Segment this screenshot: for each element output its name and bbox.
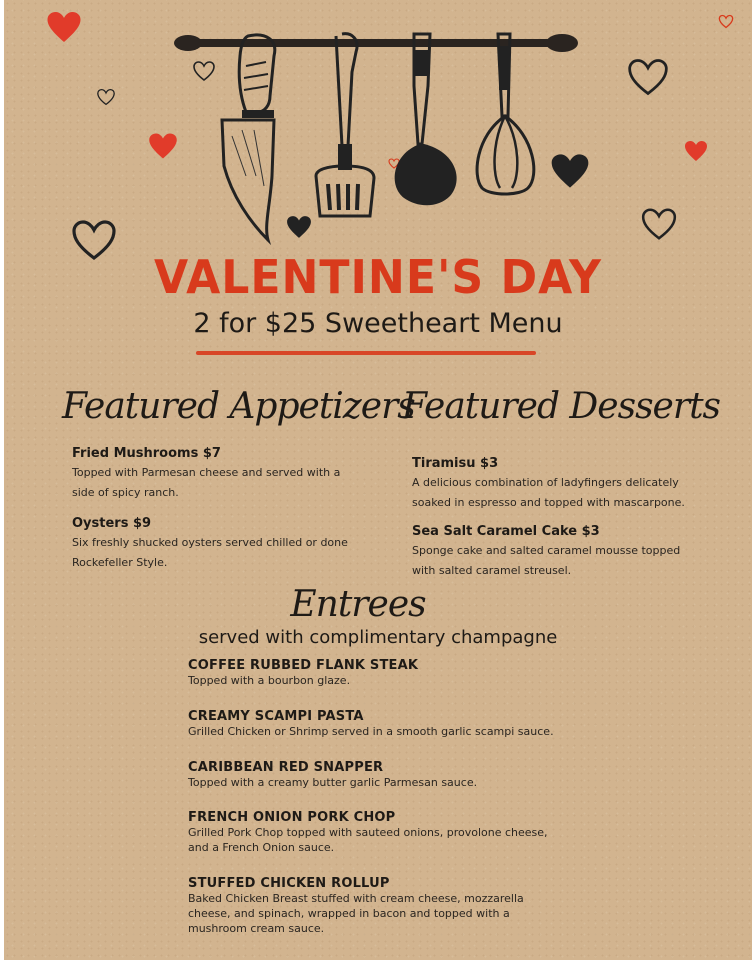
heart-icon (96, 88, 116, 106)
knife-icon (222, 35, 275, 240)
entree-item (188, 709, 568, 739)
entrees-heading: Entrees (290, 584, 426, 625)
desserts-heading: Featured Desserts (402, 386, 721, 427)
dessert-name: Tiramisu $3 (412, 456, 499, 471)
appetizer-name: Fried Mushrooms $7 (72, 446, 221, 461)
appetizer-name: Oysters $9 (72, 516, 152, 531)
appetizer-item (72, 446, 364, 503)
utensil-rack-illustration (166, 26, 586, 251)
title-underline (196, 351, 536, 355)
entree-name: STUFFED CHICKEN ROLLUP (188, 876, 390, 891)
heart-icon (718, 14, 734, 29)
appetizers-heading: Featured Appetizers (62, 386, 415, 427)
entree-item (188, 810, 568, 855)
page-title: VALENTINE'S DAY (154, 250, 602, 304)
entree-name: COFFEE RUBBED FLANK STEAK (188, 658, 419, 673)
menu-page (4, 0, 752, 960)
heart-icon (640, 206, 678, 242)
dessert-item (412, 524, 690, 581)
entree-name: CARIBBEAN RED SNAPPER (188, 760, 384, 775)
entree-item (188, 658, 568, 688)
entrees-subheading: served with complimentary champagne (198, 627, 558, 648)
heart-icon (626, 56, 670, 98)
entree-description: Topped with a creamy butter garlic Parmesan sauce. (188, 776, 478, 789)
entree-name: FRENCH ONION PORK CHOP (188, 810, 396, 825)
page-subtitle: 2 for $25 Sweetheart Menu (193, 308, 563, 339)
dessert-description: A delicious combination of ladyfingers delicately soaked in espresso and topped with mascarpone. (412, 476, 685, 509)
appetizer-description: Six freshly shucked oysters served chilled or done Rockefeller Style. (72, 536, 348, 569)
entree-description: Grilled Chicken or Shrimp served in a smooth garlic scampi sauce. (188, 725, 554, 738)
dessert-item (412, 456, 690, 513)
dessert-description: Sponge cake and salted caramel mousse topped with salted caramel streusel. (412, 544, 681, 577)
entree-item (188, 876, 568, 936)
ladle-icon (395, 34, 457, 205)
hanging-rod (174, 34, 578, 52)
entree-description: Topped with a bourbon glaze. (188, 674, 351, 687)
heart-icon (684, 138, 708, 164)
appetizer-description: Topped with Parmesan cheese and served with a side of spicy ranch. (72, 466, 341, 499)
entree-description: Grilled Pork Chop topped with sauteed onions, provolone cheese, and a French Onion sauce. (188, 826, 548, 854)
entree-item (188, 760, 568, 790)
slotted-spatula-icon (316, 34, 374, 216)
entree-name: CREAMY SCAMPI PASTA (188, 709, 364, 724)
entree-description: Baked Chicken Breast stuffed with cream cheese, mozzarella cheese, and spinach, wrapped in bacon and topped with a mushroom cream sauce. (188, 892, 524, 935)
heart-icon (46, 10, 82, 44)
appetizer-item (72, 516, 364, 573)
whisk-icon (477, 34, 534, 194)
dessert-name: Sea Salt Caramel Cake $3 (412, 524, 600, 539)
